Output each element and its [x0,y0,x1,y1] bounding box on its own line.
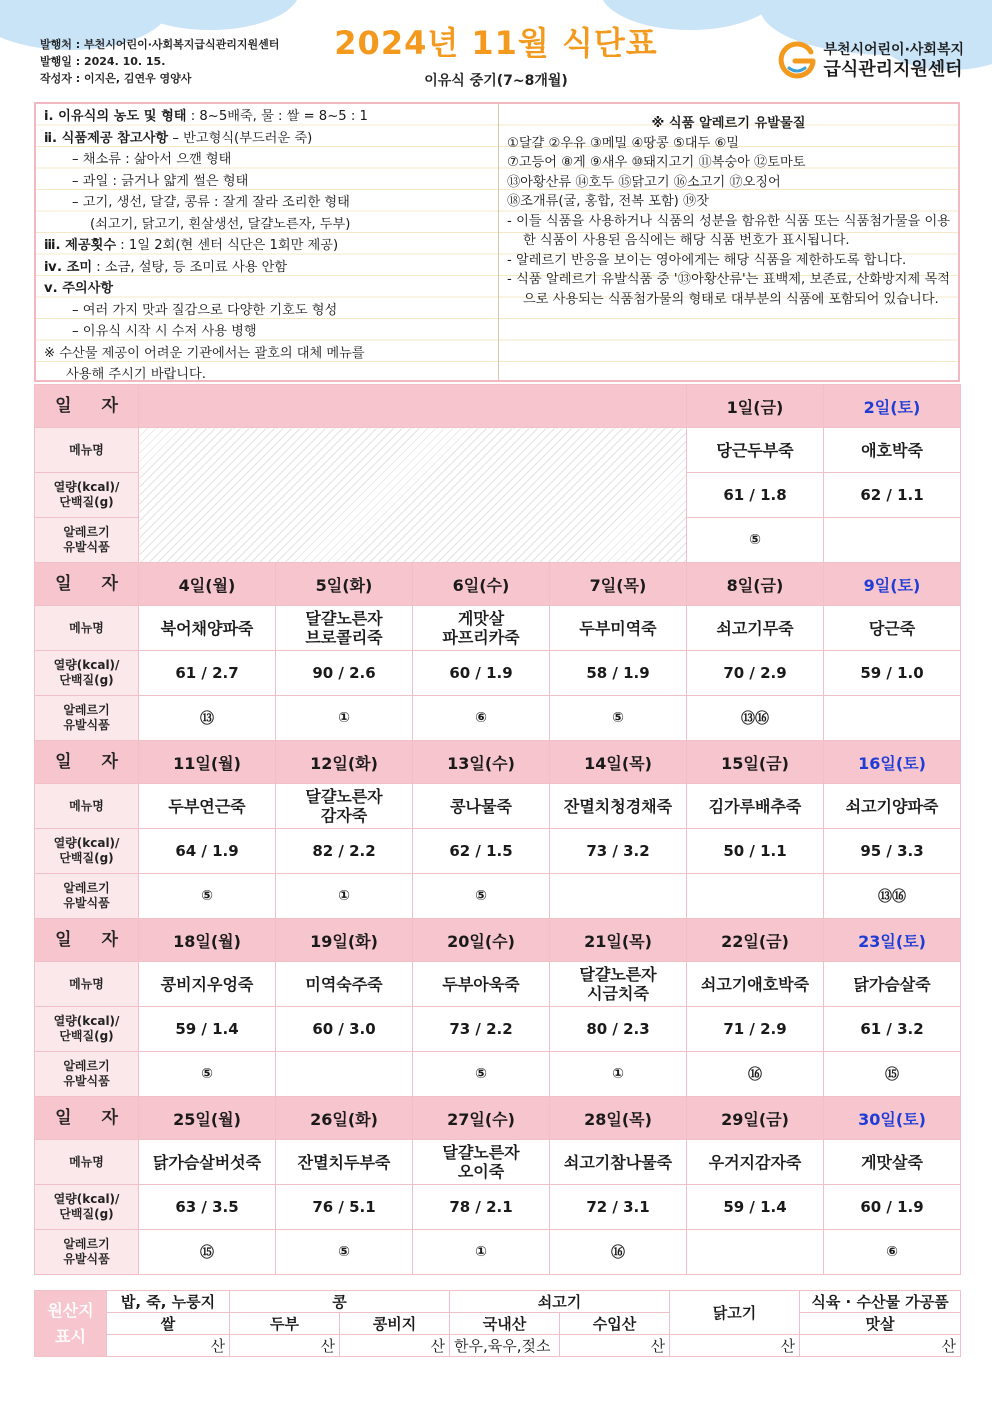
week-2-nutrition-row [35,651,961,696]
date-line: 발행일 : 2024. 10. 15. [40,55,166,68]
row-label-nutrition [35,829,139,874]
row-label-menu [35,428,139,473]
row-label-allergy [35,874,139,919]
origin-sub-bibi: 콩비지 [340,1313,450,1335]
day-allergy: ⑤ [139,874,276,919]
allergy-desc: - 알레르기 반응을 보이는 영아에게는 해당 식품을 제한하도록 합니다. [507,252,907,268]
week-2-date-row [35,563,961,606]
day-allergy: ① [276,874,413,919]
seafood-note: ※ 수산물 제공이 어려운 기관에서는 괄호의 대체 메뉴를 [44,345,365,361]
day-date: 13일(수) [413,741,550,784]
day-allergy: ⑤ [413,1052,550,1097]
origin-val-bibi: 산 [340,1335,450,1357]
row-label-menu [35,784,139,829]
row-label-text: 유발식품 [63,896,110,910]
day-allergy: ⑬⑯ [687,696,824,741]
row-label-menu [35,1140,139,1185]
guideline-iii-label: ⅲ. 제공횟수 [44,238,117,253]
day-date: 29일(금) [687,1097,824,1140]
week-3-nutrition-row [35,829,961,874]
publisher-line: 발행처 : 부천시어린이·사회복지급식관리지원센터 [40,38,280,51]
row-label-text: 일 자 [55,751,130,772]
day-menu: 쇠고기양파죽 [824,784,961,829]
day-nutrition: 60 / 3.0 [276,1007,413,1052]
row-label-text: 일 자 [55,573,130,594]
day-menu: 두부연근죽 [139,784,276,829]
day-menu: 잔멸치두부죽 [276,1140,413,1185]
day-nutrition: 62 / 1.1 [824,473,961,518]
row-label-text: 알레르기 [63,1059,110,1073]
row-label-text: 유발식품 [63,1252,110,1266]
day-nutrition: 76 / 5.1 [276,1185,413,1230]
origin-val-imported: 산 [560,1335,670,1357]
row-label-text: 알레르기 [63,703,110,717]
day-allergy: ⑥ [413,696,550,741]
day-menu: 북어채양파죽 [139,606,276,651]
row-label-date [35,919,139,962]
day-menu: 잔멸치청경채죽 [550,784,687,829]
row-label-text: 알레르기 [63,1237,110,1251]
day-allergy: ⑤ [276,1230,413,1275]
row-label-text: 일 자 [55,1107,130,1128]
day-nutrition: 61 / 2.7 [139,651,276,696]
guideline-i-text: : 8~5배죽, 물 : 쌀 = 8~5 : 1 [186,109,368,124]
allergy-list-line: ⑱조개류(굴, 홍합, 전복 포함) ⑲잣 [507,194,709,209]
row-label-nutrition [35,651,139,696]
week-4-nutrition-row [35,1007,961,1052]
week-5-allergy-row [35,1230,961,1275]
day-date: 22일(금) [687,919,824,962]
row-label-menu [35,962,139,1007]
day-menu: 두부미역죽 [550,606,687,651]
origin-cat-beef: 쇠고기 [450,1291,670,1313]
day-menu: 달걀노른자 시금치죽 [550,962,687,1007]
logo-mark-icon [777,40,817,80]
week-5-nutrition-row [35,1185,961,1230]
day-nutrition: 63 / 3.5 [139,1185,276,1230]
origin-sub-crab: 맛살 [800,1313,961,1335]
guideline-ii-item: – 과일 : 긁거나 얇게 썰은 형태 [72,173,249,189]
week-1-menu-row [35,428,961,473]
row-label-nutrition [35,1007,139,1052]
guideline-v-item: – 이유식 시작 시 수저 사용 병행 [72,324,257,339]
origin-sub-rice: 쌀 [107,1313,230,1335]
guideline-ii-label: ⅱ. 식품제공 참고사항 [44,130,169,146]
guideline-i-label: ⅰ. 이유식의 농도 및 형태 [44,109,187,124]
day-nutrition: 60 / 1.9 [413,651,550,696]
row-label-text: 단백질(g) [59,1029,114,1043]
row-label-allergy [35,1230,139,1275]
author-line: 작성자 : 이지은, 김연우 영양사 [40,72,192,85]
logo-line-2: 급식관리지원센터 [823,59,963,80]
row-label-text: 단백질(g) [59,673,114,687]
day-allergy [687,1230,824,1275]
row-label-allergy [35,696,139,741]
day-date: 27일(수) [413,1097,550,1140]
guideline-v-item: – 여러 가지 맛과 질감으로 다양한 기호도 형성 [72,302,338,318]
row-label-text: 메뉴명 [69,442,104,457]
row-label-text: 단백질(g) [59,1207,114,1221]
day-nutrition: 59 / 1.4 [687,1185,824,1230]
day-date: 21일(목) [550,919,687,962]
origin-table [34,1290,961,1357]
day-nutrition: 71 / 2.9 [687,1007,824,1052]
day-allergy: ⑮ [824,1052,961,1097]
allergy-title: ※ 식품 알레르기 유발물질 [651,116,806,131]
day-date: 25일(월) [139,1097,276,1140]
day-date: 19일(화) [276,919,413,962]
allergy-list-line: ①달걀 ②우유 ③메밀 ④땅콩 ⑤대두 ⑥밀 [507,135,740,151]
day-allergy: ⑤ [139,1052,276,1097]
week-2-menu-row [35,606,961,651]
row-label-allergy [35,1052,139,1097]
day-date: 5일(화) [276,563,413,606]
origin-sub-tofu: 두부 [230,1313,340,1335]
row-label-text: 메뉴명 [69,798,104,813]
day-menu: 애호박죽 [824,428,961,473]
day-nutrition: 60 / 1.9 [824,1185,961,1230]
origin-label: 원산지 표시 [35,1291,107,1357]
day-date: 15일(금) [687,741,824,784]
row-label-text: 알레르기 [63,881,110,895]
menu-table [34,384,961,1275]
day-date: 16일(토) [824,741,961,784]
day-date: 18일(월) [139,919,276,962]
origin-sub-imported: 수입산 [560,1313,670,1335]
guideline-v-label: ⅴ. 주의사항 [44,281,114,296]
empty-date-cells [139,385,687,428]
day-nutrition: 82 / 2.2 [276,829,413,874]
day-allergy [824,696,961,741]
row-label-text: 열량(kcal)/ [53,480,120,494]
page-title: 2024년 11월 식단표 [334,24,658,62]
week-1-date-row [35,385,961,428]
day-allergy [824,518,961,563]
day-date: 9일(토) [824,563,961,606]
day-allergy: ① [413,1230,550,1275]
day-nutrition: 78 / 2.1 [413,1185,550,1230]
day-menu: 달걀노른자 브로콜리죽 [276,606,413,651]
row-label-text: 단백질(g) [59,851,114,865]
origin-val-domestic: 한우,육우,젖소 [450,1335,560,1357]
day-allergy: ⑤ [550,696,687,741]
day-date: 7일(목) [550,563,687,606]
day-nutrition: 72 / 3.1 [550,1185,687,1230]
day-allergy: ⑥ [824,1230,961,1275]
week-4-date-row [35,919,961,962]
guideline-iii-text: : 1일 2회(현 센터 식단은 1회만 제공) [116,238,339,253]
allergy-panel [499,104,958,380]
no-service-hatch [139,428,687,563]
page-subtitle: 이유식 중기(7~8개월) [424,73,568,89]
day-nutrition: 58 / 1.9 [550,651,687,696]
row-label-text: 일 자 [55,929,130,950]
day-menu: 미역숙주죽 [276,962,413,1007]
day-allergy: ① [276,696,413,741]
day-menu: 쇠고기무죽 [687,606,824,651]
week-5-menu-row [35,1140,961,1185]
day-menu: 달걀노른자 오이죽 [413,1140,550,1185]
week-2-allergy-row [35,696,961,741]
guideline-ii-item: – 고기, 생선, 달걀, 콩류 : 잘게 잘라 조리한 형태 [72,195,350,210]
row-label-text: 알레르기 [63,525,110,539]
day-nutrition: 73 / 3.2 [550,829,687,874]
guideline-iv-label: ⅳ. 조미 [44,259,93,275]
day-date: 2일(토) [824,385,961,428]
row-label-nutrition [35,1185,139,1230]
row-label-text: 열량(kcal)/ [53,1192,120,1206]
day-date: 26일(화) [276,1097,413,1140]
day-menu: 쇠고기참나물죽 [550,1140,687,1185]
day-allergy [276,1052,413,1097]
origin-sub-domestic: 국내산 [450,1313,560,1335]
info-box [34,102,960,382]
day-allergy: ⑤ [413,874,550,919]
day-date: 8일(금) [687,563,824,606]
origin-val-tofu: 산 [230,1335,340,1357]
day-allergy: ⑬ [139,696,276,741]
day-date: 23일(토) [824,919,961,962]
day-date: 30일(토) [824,1097,961,1140]
day-menu: 닭가슴살죽 [824,962,961,1007]
row-label-allergy [35,518,139,563]
row-label-date [35,385,139,428]
row-label-text: 유발식품 [63,1074,110,1088]
day-menu: 두부아욱죽 [413,962,550,1007]
day-nutrition: 59 / 1.4 [139,1007,276,1052]
day-allergy: ⑬⑯ [824,874,961,919]
week-3-allergy-row [35,874,961,919]
allergy-desc: - 식품 알레르기 유발식품 중 '⑬아황산류'는 표백제, 보존료, 산화방지제 목적으로 사용되는 식품첨가물의 형태로 대부분의 식품에 포함되어 있습니다. [507,272,950,307]
allergy-list-line: ⑬아황산류 ⑭호두 ⑮닭고기 ⑯소고기 ⑰오징어 [507,174,781,190]
day-date: 20일(수) [413,919,550,962]
day-nutrition: 73 / 2.2 [413,1007,550,1052]
origin-cat-processed: 식육 · 수산물 가공품 [800,1291,961,1313]
guideline-iv-text: : 소금, 설탕, 등 조미료 사용 안함 [92,259,288,275]
seafood-note-cont: 사용해 주시기 바랍니다. [66,367,206,380]
day-allergy: ① [550,1052,687,1097]
day-date: 4일(월) [139,563,276,606]
guideline-ii-item: – 채소류 : 삶아서 으깬 형태 [72,152,232,167]
allergy-list-line: ⑦고등어 ⑧게 ⑨새우 ⑩돼지고기 ⑪복숭아 ⑫토마토 [507,155,806,170]
row-label-text: 열량(kcal)/ [53,658,120,672]
row-label-text: 메뉴명 [69,1154,104,1169]
day-menu: 우거지감자죽 [687,1140,824,1185]
day-nutrition: 59 / 1.0 [824,651,961,696]
day-menu: 게맛살 파프리카죽 [413,606,550,651]
day-menu: 당근죽 [824,606,961,651]
day-allergy [687,874,824,919]
week-4-menu-row [35,962,961,1007]
center-logo [777,40,964,80]
row-label-date [35,563,139,606]
day-allergy: ⑤ [687,518,824,563]
day-date: 1일(금) [687,385,824,428]
day-menu: 달걀노른자 감자죽 [276,784,413,829]
week-4-allergy-row [35,1052,961,1097]
logo-line-1: 부천시어린이·사회복지 [823,42,964,58]
day-date: 11일(월) [139,741,276,784]
day-nutrition: 90 / 2.6 [276,651,413,696]
day-menu: 콩나물죽 [413,784,550,829]
day-nutrition: 50 / 1.1 [687,829,824,874]
day-nutrition: 70 / 2.9 [687,651,824,696]
day-nutrition: 95 / 3.3 [824,829,961,874]
week-3-menu-row [35,784,961,829]
day-allergy [550,874,687,919]
day-nutrition: 64 / 1.9 [139,829,276,874]
day-menu: 게맛살죽 [824,1140,961,1185]
row-label-date [35,1097,139,1140]
day-allergy: ⑯ [550,1230,687,1275]
day-menu: 당근두부죽 [687,428,824,473]
row-label-text: 메뉴명 [69,976,104,991]
origin-val-crab: 산 [800,1335,961,1357]
day-nutrition: 80 / 2.3 [550,1007,687,1052]
day-menu: 쇠고기애호박죽 [687,962,824,1007]
week-5-date-row [35,1097,961,1140]
origin-val-chicken: 산 [670,1335,800,1357]
guideline-ii-item: (쇠고기, 닭고기, 흰살생선, 달걀노른자, 두부) [90,216,351,232]
day-date: 14일(목) [550,741,687,784]
row-label-text: 열량(kcal)/ [53,1014,120,1028]
day-date: 28일(목) [550,1097,687,1140]
row-label-text: 메뉴명 [69,620,104,635]
row-label-text: 단백질(g) [59,495,114,509]
day-menu: 콩비지우엉죽 [139,962,276,1007]
origin-cat-rice: 밥, 죽, 누룽지 [107,1291,230,1313]
row-label-text: 열량(kcal)/ [53,836,120,850]
row-label-text: 유발식품 [63,540,110,554]
day-allergy: ⑯ [687,1052,824,1097]
row-label-text: 유발식품 [63,718,110,732]
guidelines-panel [36,104,499,380]
day-nutrition: 61 / 1.8 [687,473,824,518]
day-nutrition: 61 / 3.2 [824,1007,961,1052]
week-3-date-row [35,741,961,784]
row-label-nutrition [35,473,139,518]
row-label-menu [35,606,139,651]
allergy-desc: - 이들 식품을 사용하거나 식품의 성분을 함유한 식품 또는 식품첨가물을 이용한 식품이 사용된 음식에는 해당 식품 번호가 표시됩니다. [507,213,950,248]
day-menu: 닭가슴살버섯죽 [139,1140,276,1185]
day-date: 6일(수) [413,563,550,606]
row-label-text: 일 자 [55,395,130,416]
guideline-ii-text: – 반고형식(부드러운 죽) [168,130,313,146]
day-nutrition: 62 / 1.5 [413,829,550,874]
origin-cat-chicken: 닭고기 [670,1291,800,1335]
day-date: 12일(화) [276,741,413,784]
day-menu: 김가루배추죽 [687,784,824,829]
row-label-date [35,741,139,784]
origin-val-rice: 산 [107,1335,230,1357]
day-allergy: ⑮ [139,1230,276,1275]
origin-cat-bean: 콩 [230,1291,450,1313]
